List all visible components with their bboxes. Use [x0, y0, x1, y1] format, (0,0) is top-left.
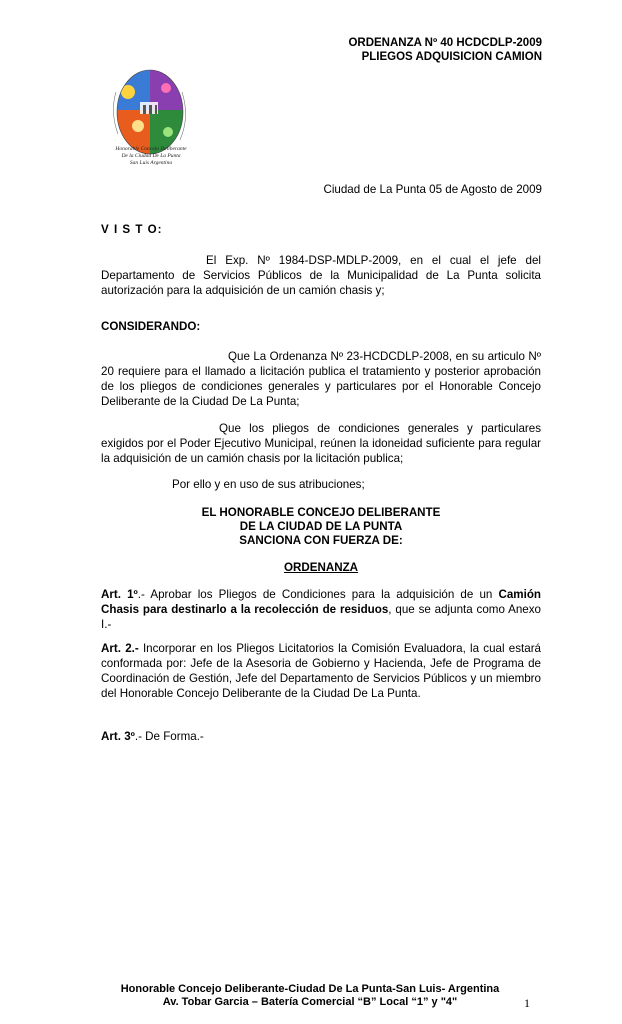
logo-caption: De la Ciudad De La Punta — [121, 153, 181, 159]
page-number: 1 — [524, 996, 530, 1010]
sanciona-line: SANCIONA CON FUERZA DE: — [239, 534, 403, 547]
article-2-label: Art. 2.- — [101, 642, 139, 655]
logo-caption: Honorable Concejo Deliberante — [115, 146, 187, 152]
footer-line-1: Honorable Concejo Deliberante-Ciudad De La Punta-San Luis- Argentina — [120, 983, 500, 995]
article-1-text: .- Aprobar los Pliegos de Condiciones para la adquisición de un — [137, 588, 499, 601]
sanciona-line: DE LA CIUDAD DE LA PUNTA — [239, 520, 403, 533]
article-1-label: Art. 1º — [101, 588, 138, 601]
date-line: Ciudad de La Punta 05 de Agosto de 2009 — [323, 183, 542, 196]
sanciona-line: EL HONORABLE CONCEJO DELIBERANTE — [201, 506, 441, 519]
visto-heading: V I S T O: — [101, 223, 163, 236]
considerando-heading: CONSIDERANDO: — [101, 320, 201, 333]
visto-paragraph: El Exp. Nº 1984-DSP-MDLP-2009, en el cual el jefe del Departamento de Servicios Públicos de la Municipalidad de La Punta solicita autorización para la adquisición de un camión chasis y; — [101, 254, 541, 297]
article-1-emphasis: Camión Chasis para destinarlo a la recolección de residuos — [101, 588, 541, 616]
ordenanza-title: ORDENANZA — [283, 561, 359, 574]
article-1 — [101, 587, 541, 632]
article-3-text: .- De Forma.- — [134, 730, 204, 743]
article-3-label: Art. 3º — [101, 730, 135, 743]
considerando-paragraph-1: Que La Ordenanza Nº 23-HCDCDLP-2008, en su articulo Nº 20 requiere para el llamado a licitación publica el tratamiento y posterior aprobación de los pliegos de condiciones generales y particulares por el Honorable Concejo Deliberante de la Ciudad De La Punta; — [101, 350, 541, 408]
header-ordinance-number: ORDENANZA Nº 40 HCDCDLP-2009 — [348, 37, 542, 49]
article-2-text: Incorporar en los Pliegos Licitatorios la Comisión Evaluadora, la cual estará conformada por: Jefe de la Asesoria de Gobierno y Hacienda, Jefe de Programa de Coordinación de Gestión, Jefe del Departamento de Servicios Públicos y un miembro del Honorable Concejo Deliberante de la Ciudad De La Punta. — [101, 642, 541, 700]
considerando-paragraph-3: Por ello y en uso de sus atribuciones; — [172, 478, 365, 491]
considerando-paragraph-2: Que los pliegos de condiciones generales y particulares exigidos por el Poder Ejecutivo Municipal, reúnen la idoneidad suficiente para regular la adquisición de un camión chasis por la licitación publica; — [101, 422, 541, 465]
article-2 — [101, 641, 541, 701]
footer-line-2: Av. Tobar Garcia – Batería Comercial “B” Local “1” y "4" — [162, 996, 458, 1008]
article-1-text-end: , que se adjunta como Anexo I.- — [101, 603, 541, 631]
header-subject: PLIEGOS ADQUISICION CAMION — [361, 51, 542, 63]
logo-caption: San Luis Argentina — [129, 160, 173, 166]
article-3 — [101, 729, 541, 744]
